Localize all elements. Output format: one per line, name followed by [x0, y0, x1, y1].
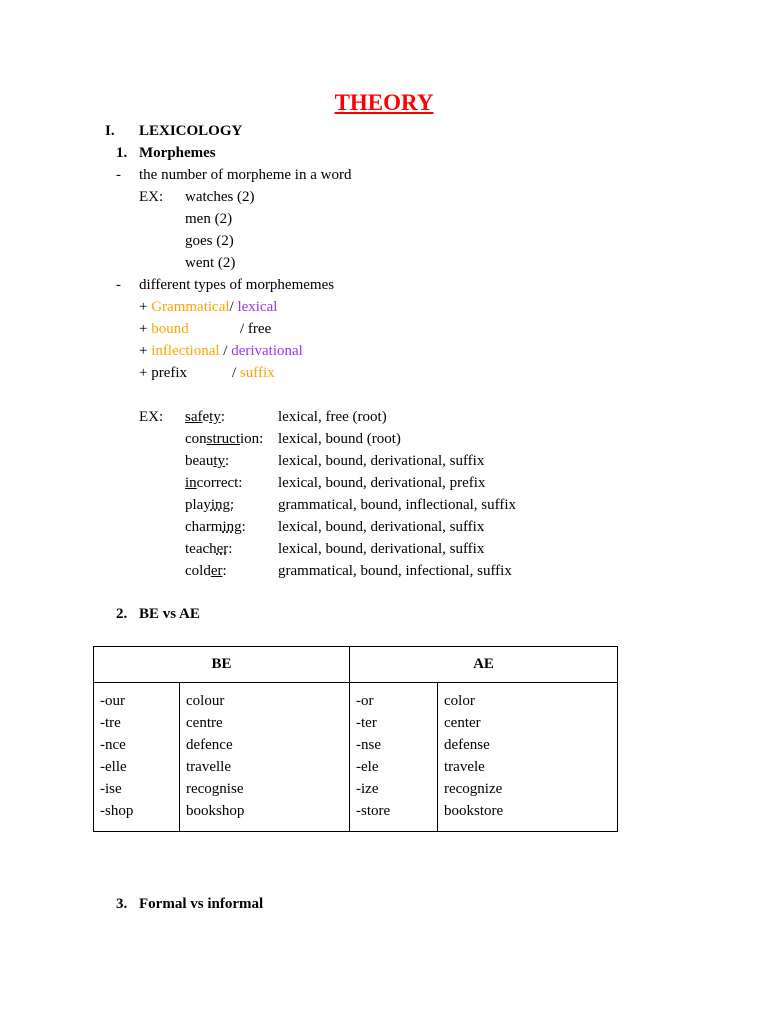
example-word: playing:	[185, 497, 235, 513]
be-suffix: -ise	[100, 781, 122, 797]
example-description: lexical, bound (root)	[278, 431, 401, 447]
be-word: bookshop	[186, 803, 245, 819]
example-word: teacher:	[185, 541, 233, 557]
pair-plus: +	[139, 299, 152, 315]
page-title: THEORY	[334, 90, 434, 115]
be-suffix-column	[94, 683, 180, 832]
table-row	[94, 683, 618, 832]
example-description: lexical, bound, derivational, suffix	[278, 541, 485, 557]
pair-second: derivational	[231, 343, 303, 359]
section-heading: LEXICOLOGY	[139, 123, 243, 139]
ae-word: defense	[444, 737, 490, 753]
bullet-dash: -	[116, 167, 121, 183]
bullet-dash: -	[116, 277, 121, 293]
pair-sep: /	[229, 299, 238, 315]
example-label: EX:	[139, 189, 164, 205]
be-word-column	[180, 683, 350, 832]
type-pair-second	[232, 364, 275, 382]
example-description: lexical, free (root)	[278, 409, 387, 425]
ae-word: bookstore	[444, 803, 504, 819]
pair-first: Grammatical	[151, 299, 230, 315]
example-description: lexical, bound, derivational, prefix	[278, 475, 486, 491]
subsection-number: 2.	[116, 606, 128, 622]
pair-plus: +	[139, 321, 152, 337]
example-word: safety:	[185, 409, 226, 425]
pair-sep: /	[232, 365, 240, 381]
header-ae: AE	[350, 647, 618, 683]
be-suffix: -our	[100, 693, 125, 709]
subsection-number: 3.	[116, 896, 128, 912]
example-description: lexical, bound, derivational, suffix	[278, 519, 485, 535]
example-item: men (2)	[185, 211, 233, 227]
example-item: went (2)	[185, 255, 236, 271]
pair-second: free	[247, 321, 272, 337]
pair-plus: +	[139, 365, 152, 381]
type-pair-second	[240, 320, 271, 338]
pair-sep: /	[240, 321, 248, 337]
subsection-heading: BE vs AE	[139, 606, 200, 622]
ae-word: color	[444, 693, 475, 709]
ae-suffix: -nse	[356, 737, 381, 753]
example-item: watches (2)	[185, 189, 255, 205]
subsection-number: 1.	[116, 145, 128, 161]
type-pair	[139, 298, 277, 316]
ae-word: travele	[444, 759, 485, 775]
bullet-text: the number of morpheme in a word	[139, 167, 352, 183]
be-word: centre	[186, 715, 223, 731]
ae-word-column	[438, 683, 618, 832]
ae-suffix: -ize	[356, 781, 379, 797]
example-description: grammatical, bound, inflectional, suffix	[278, 497, 516, 513]
header-be: BE	[94, 647, 350, 683]
ae-suffix-column	[350, 683, 438, 832]
pair-second: suffix	[239, 365, 275, 381]
example-description: grammatical, bound, infectional, suffix	[278, 563, 512, 579]
bullet-text: different types of morphememes	[139, 277, 335, 293]
example-word: construction:	[185, 431, 264, 447]
be-word: travelle	[186, 759, 231, 775]
be-word: colour	[186, 693, 225, 709]
be-ae-table	[93, 646, 618, 832]
subsection-heading: Formal vs informal	[139, 896, 264, 912]
be-suffix: -shop	[100, 803, 134, 819]
pair-plus: +	[139, 343, 152, 359]
type-pair	[139, 342, 303, 360]
ae-word: center	[444, 715, 481, 731]
pair-second: lexical	[237, 299, 278, 315]
be-word: defence	[186, 737, 233, 753]
be-suffix: -tre	[100, 715, 121, 731]
section-number: I.	[105, 123, 115, 139]
table-header-row	[94, 647, 618, 683]
subsection-heading: Morphemes	[139, 145, 216, 161]
ae-word: recognize	[444, 781, 503, 797]
example-word: charming:	[185, 519, 246, 535]
pair-sep: /	[219, 343, 232, 359]
ae-suffix: -store	[356, 803, 391, 819]
ae-suffix: -or	[356, 693, 374, 709]
type-pair	[139, 320, 189, 338]
be-word: recognise	[186, 781, 244, 797]
ae-suffix: -ter	[356, 715, 377, 731]
ae-suffix: -ele	[356, 759, 379, 775]
example-item: goes (2)	[185, 233, 234, 249]
example-label: EX:	[139, 409, 164, 425]
type-pair	[139, 364, 187, 382]
pair-first: prefix	[151, 365, 188, 381]
be-suffix: -nce	[100, 737, 126, 753]
example-word: beauty:	[185, 453, 230, 469]
pair-first: inflectional	[151, 343, 220, 359]
example-word: colder:	[185, 563, 227, 579]
be-suffix: -elle	[100, 759, 127, 775]
pair-first: bound	[151, 321, 189, 337]
example-word: incorrect:	[185, 475, 243, 491]
example-description: lexical, bound, derivational, suffix	[278, 453, 485, 469]
